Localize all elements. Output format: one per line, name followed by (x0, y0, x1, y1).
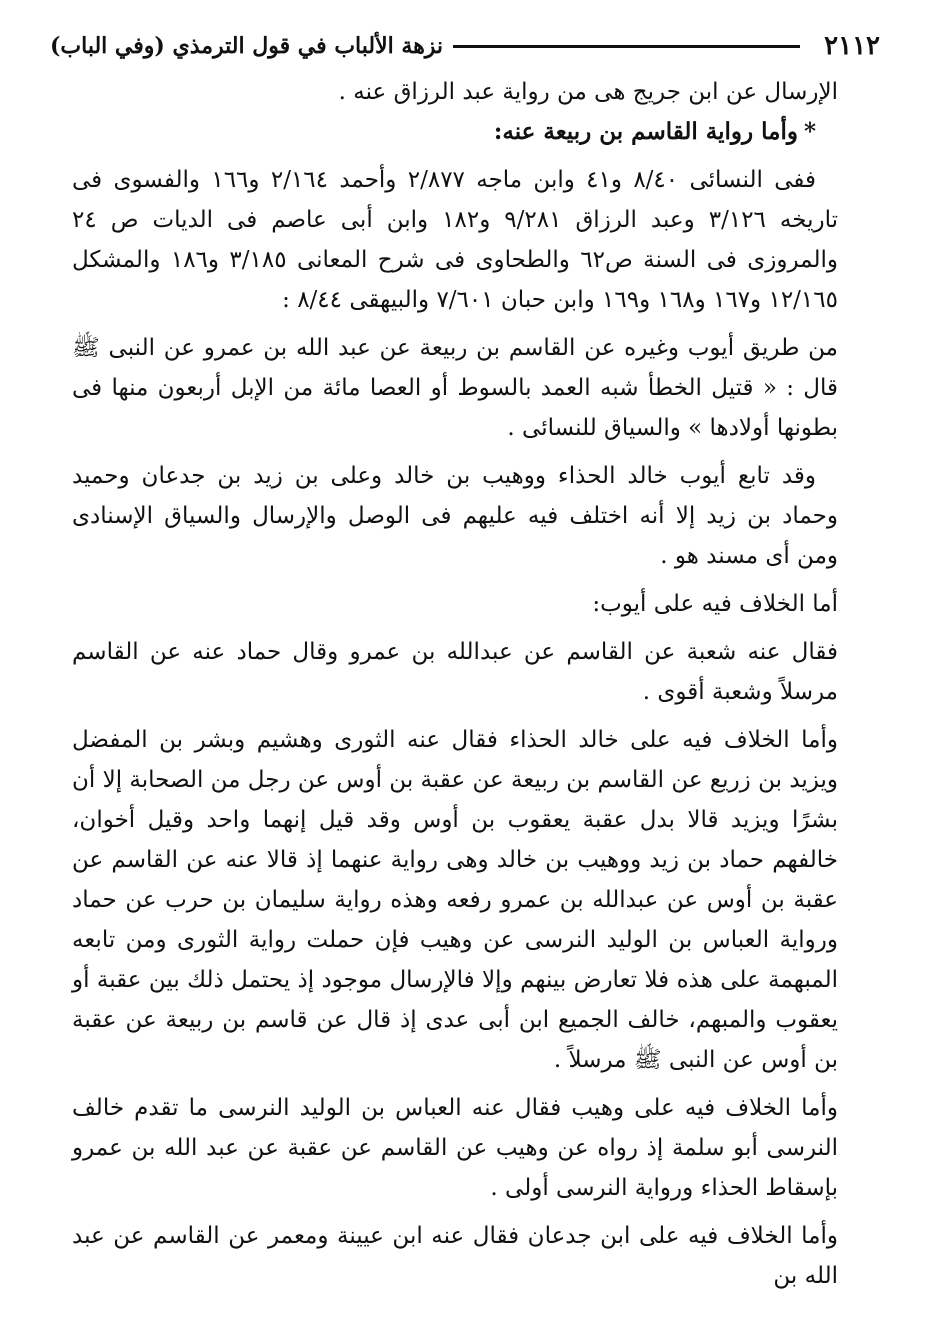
paragraph-hadith: من طريق أيوب وغيره عن القاسم بن ربيعة عن عبد الله بن عمرو عن النبى ﷺ قال : « قتيل الخطأ شبه العمد بالسوط أو العصا مائة من الإبل أربعون منها فى بطونها أولادها » والسياق للنسائى . (72, 335, 838, 441)
paragraph-continuation: الإرسال عن ابن جريج هى من رواية عبد الرزاق عنه . (338, 79, 838, 105)
paragraph-ayyub: فقال عنه شعبة عن القاسم عن عبدالله بن عمرو وقال حماد عنه عن القاسم مرسلاً وشعبة أقوى . (72, 639, 838, 705)
paragraph-ibn-judan: وأما الخلاف فيه على ابن جدعان فقال عنه ابن عيينة ومعمر عن القاسم عن عبد الله بن (72, 1223, 838, 1289)
page-header (50, 26, 880, 66)
paragraph-khalid: وأما الخلاف فيه على خالد الحذاء فقال عنه الثورى وهشيم وبشر بن المفضل ويزيد بن زريع عن القاسم بن ربيعة عن عقبة بن أوس عن رجل من الصحابة إلا أن بشرًا ويزيد قالا بدل عقبة يعقوب بن أوس وقد قيل إنهما واحد وقيل أخوان، خالفهم حماد بن زيد ووهيب بن خالد وهى رواية عنهما إذ قالا عنه عن القاسم عن عقبة بن أوس عن عبدالله بن عمرو رفعه وهذه رواية سليمان بن حرب عن حماد ورواية العباس بن الوليد النرسى عن وهيب فإن حملت رواية الثورى ومن تابعه المبهمة على هذه فلا تعارض بينهم وإلا فالإرسال موجود إذ يحتمل ذلك بين عقبة أو يعقوب والمبهم، خالف الجميع ابن أبى عدى إذ قال عن قاسم بن ربيعة عن عقبة بن أوس عن النبى ﷺ مرسلاً . (72, 727, 838, 1073)
paragraph-ayyub-heading: أما الخلاف فيه على أيوب: (592, 591, 838, 617)
asterisk-icon: * (803, 118, 816, 145)
body-text (72, 72, 838, 1296)
page-number: ٢١١٢ (824, 31, 880, 61)
paragraph-references: ففى النسائى ٨/٤٠ و٤١ وابن ماجه ٢/٨٧٧ وأحمد ٢/١٦٤ و١٦٦ والفسوى فى تاريخه ٣/١٢٦ وعبد الرزاق ٩/٢٨١ و١٨٢ وابن أبى عاصم فى الديات ص ٢٤ والمروزى فى السنة ص٦٢ والطحاوى فى شرح المعانى ٣/١٨٥ و١٨٦ والمشكل ١٢/١٦٥ و١٦٧ و١٦٨ و١٦٩ وابن حبان ٧/٦٠١ والبيهقى ٨/٤٤ : (72, 167, 838, 313)
paragraph-wuhayb: وأما الخلاف فيه على وهيب فقال عنه العباس بن الوليد النرسى ما تقدم خالف النرسى أبو سلمة إذ رواه عن وهيب عن القاسم عن عقبة عن عبد الله بن عمرو بإسقاط الحذاء ورواية النرسى أولى . (72, 1095, 838, 1201)
running-title: نزهة الألباب في قول الترمذي (وفي الباب) (50, 33, 444, 59)
section-heading: *وأما رواية القاسم بن ربيعة عنه: (493, 118, 816, 145)
header-rule (453, 45, 800, 48)
paragraph-followers: وقد تابع أيوب خالد الحذاء ووهيب بن خالد وعلى بن زيد بن جدعان وحميد وحماد بن زيد إلا أنه اختلف فيه عليهم فى الوصل والإرسال والسياق الإسنادى ومن أى مسند هو . (72, 463, 838, 569)
